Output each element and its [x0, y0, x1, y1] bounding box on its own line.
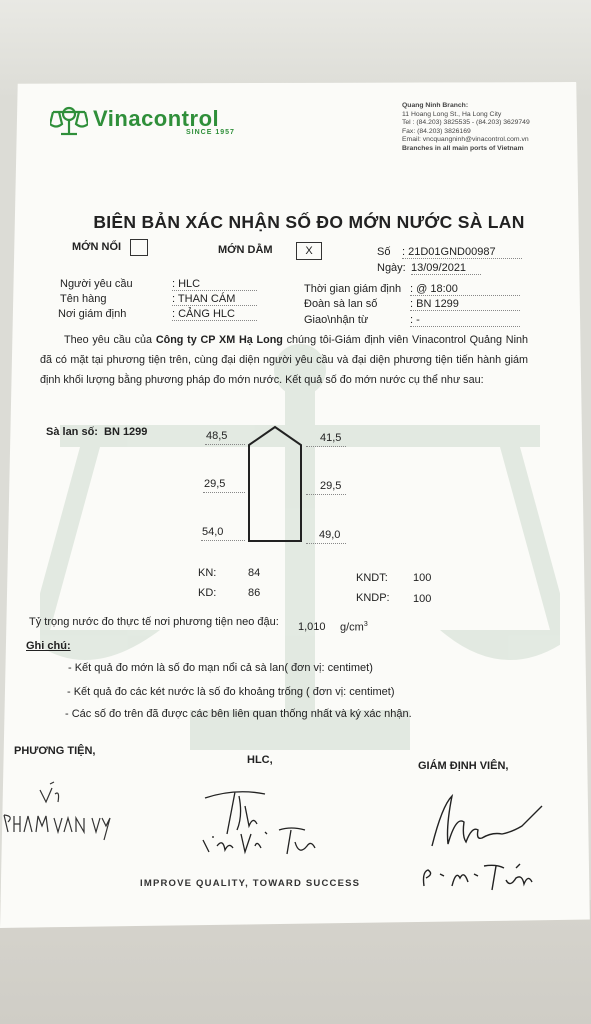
signature-hlc: [195, 786, 325, 866]
draft-fore-left: 48,5: [206, 430, 228, 442]
info-label: Thời gian giám định: [304, 283, 402, 295]
so-value: : 21D01GND00987: [402, 246, 522, 259]
draft-line: [205, 444, 245, 445]
document-title: BIÊN BẢN XÁC NHẬN SỐ ĐO MỚN NƯỚC SÀ LAN: [93, 212, 525, 232]
signature-inspector: [412, 786, 552, 896]
kndp-value: 100: [413, 593, 432, 605]
so-label: Số: [377, 246, 391, 258]
draft-line: [306, 543, 346, 544]
draft-line: [306, 494, 346, 495]
info-label: Giao\nhận từ: [304, 314, 369, 326]
paragraph-suffix: chúng tôi-Giám định viên Vinacontrol Quảng Ninh đã có mặt tại phương tiện trên, cùng đại diện người yêu cầu và đại diện phương tiện tiến hành giám định khối lượng bằng phương pháp đo mớn nước. Kết quả số đo mớn nước cụ thể như sau:: [40, 334, 528, 386]
draft-aft-left: 54,0: [202, 526, 224, 538]
scales-watermark-icon: [40, 330, 560, 790]
note-item: - Kết quả đo các két nước là số đo khoảng trống ( đơn vị: centimet): [67, 686, 395, 698]
kndt-label: KNDT:: [356, 572, 388, 584]
info-value: : -: [410, 314, 520, 327]
note-item: - Kết quả đo mớn là số đo mạn nổi cả sà lan( đơn vị: centimet): [68, 662, 373, 674]
info-label: Tên hàng: [60, 293, 107, 305]
signature-phuong-tien: [0, 780, 120, 850]
footer-slogan: IMPROVE QUALITY, TOWARD SUCCESS: [140, 878, 361, 889]
kn-value: 84: [248, 567, 261, 579]
ngay-label: Ngày:: [377, 262, 406, 274]
info-value: : BN 1299: [410, 298, 520, 311]
barge-label: Sà lan số:: [46, 426, 98, 438]
mon-dam-checkbox: X: [296, 242, 322, 260]
mon-noi-label: MỚN NỔI: [72, 241, 122, 253]
paragraph-prefix: Theo yêu cầu của: [64, 334, 156, 346]
info-label: Người yêu cầu: [60, 278, 133, 290]
draft-aft-right: 49,0: [319, 529, 341, 541]
info-label: Đoàn sà lan số: [304, 298, 378, 310]
signature-phuong-tien-heading: PHƯƠNG TIỆN,: [14, 745, 96, 757]
info-value: : THAN CÁM: [172, 293, 257, 306]
mon-dam-label: MỚN DẰM: [218, 244, 273, 256]
kn-label: KN:: [198, 567, 217, 579]
barge-number: BN 1299: [104, 426, 148, 438]
kndp-label: KNDP:: [356, 592, 390, 604]
density-value: 1,010: [298, 621, 326, 633]
draft-line: [203, 492, 245, 493]
branch-address: 11 Hoang Long St., Ha Long City: [402, 110, 502, 118]
kd-label: KD:: [198, 587, 217, 599]
branch-info: [402, 102, 582, 154]
notes-heading: Ghi chú:: [26, 640, 71, 652]
kd-value: 86: [248, 587, 261, 599]
draft-mid-left: 29,5: [204, 478, 226, 490]
ngay-value: 13/09/2021: [411, 262, 481, 275]
info-label: Nơi giám định: [58, 308, 127, 320]
draft-fore-right: 41,5: [320, 432, 342, 444]
kndt-value: 100: [413, 572, 432, 584]
info-value: : HLC: [172, 278, 257, 291]
signature-hlc-heading: HLC,: [247, 754, 273, 766]
info-value: : @ 18:00: [410, 283, 520, 296]
branch-fax: Fax: (84.203) 3826169: [402, 127, 471, 135]
barge-hull-diagram: [246, 425, 304, 543]
intro-paragraph: [40, 330, 528, 390]
scales-logo-icon: [50, 102, 88, 136]
mon-noi-checkbox: [130, 239, 148, 256]
draft-mid-right: 29,5: [320, 480, 342, 492]
signature-inspector-heading: GIÁM ĐỊNH VIÊN,: [418, 760, 509, 772]
density-label: Tỷ trọng nước đo thực tế nơi phương tiện neo đậu:: [29, 616, 279, 628]
draft-line: [201, 540, 245, 541]
brand-name: Vinacontrol: [93, 106, 220, 131]
brand-since: SINCE 1957: [186, 129, 235, 136]
branch-email: Email: vncquangninh@vinacontrol.com.vn: [402, 136, 529, 144]
branch-title: Quang Ninh Branch:: [402, 102, 469, 109]
density-unit: $g/cm^3$: [340, 621, 368, 634]
paragraph-company: Công ty CP XM Hạ Long: [155, 334, 283, 346]
branch-tel: Tel : (84.203) 3825535 - (84.203) 3629749: [402, 119, 530, 127]
info-value: : CẢNG HLC: [172, 308, 257, 321]
note-item: - Các số đo trên đã được các bên liên quan thống nhất và ký xác nhận.: [65, 708, 412, 720]
draft-line: [306, 446, 346, 447]
branch-network: Branches in all main ports of Vietnam: [402, 144, 524, 152]
